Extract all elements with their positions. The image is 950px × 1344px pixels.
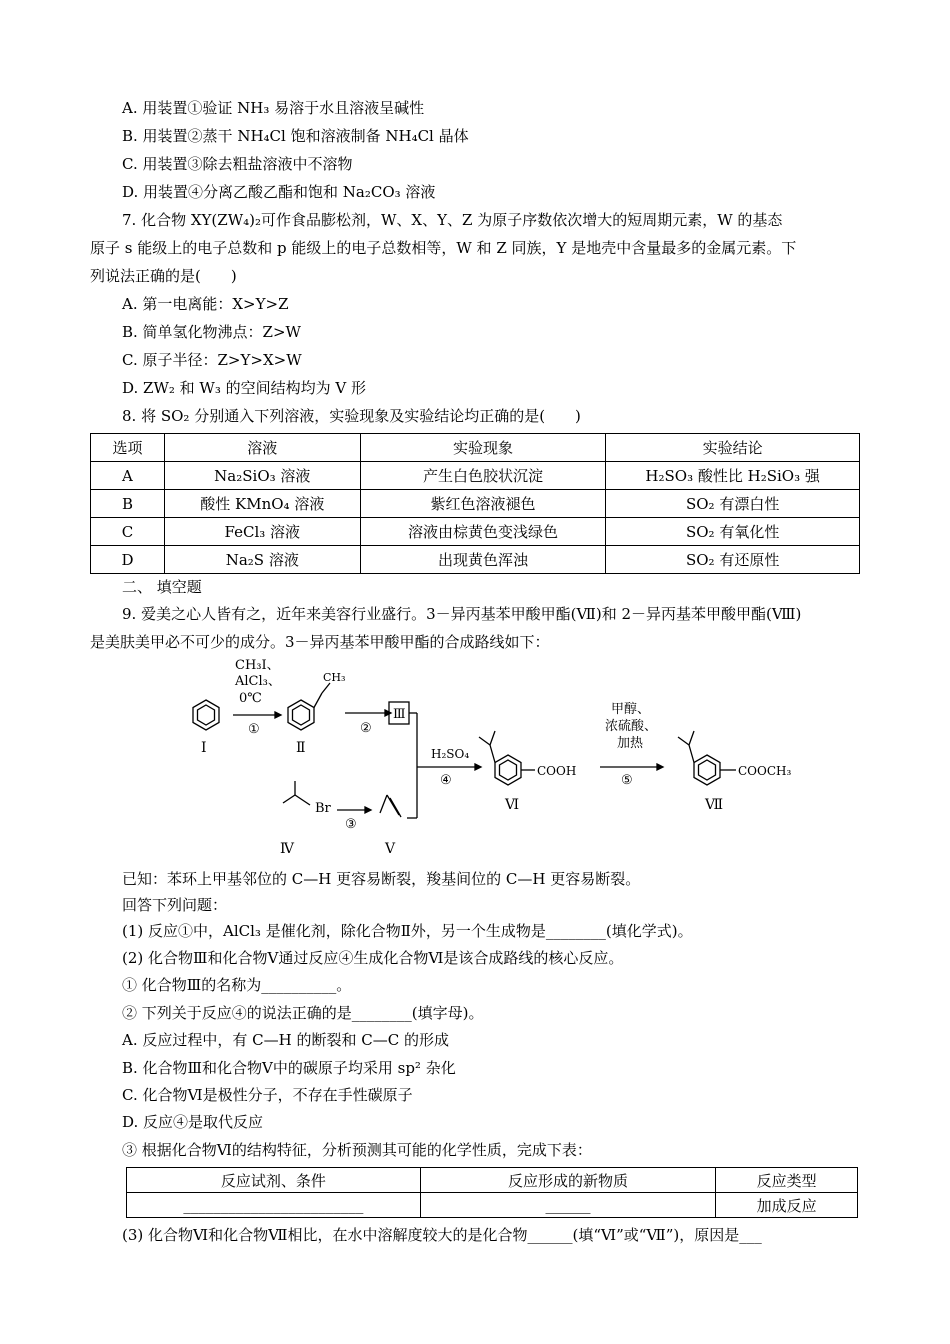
compound-4-label: Ⅳ [280, 841, 294, 857]
table-header-cell: 溶液 [164, 434, 360, 462]
step3-label: ③ [345, 817, 357, 832]
compound-2-label: Ⅱ [296, 740, 306, 756]
table-header-cell: 反应类型 [716, 1168, 858, 1193]
table-cell: D [91, 546, 165, 574]
step1-reagent-2: AlCl₃、 [235, 674, 281, 689]
table-header-cell: 实验现象 [360, 434, 606, 462]
compound-1-label: Ⅰ [201, 740, 207, 756]
bromine-label: Br [315, 801, 331, 816]
step5-reagent-2: 浓硫酸、 [605, 719, 658, 734]
step4-label: ④ [440, 773, 452, 788]
step5-label: ⑤ [621, 773, 633, 788]
compound-6-label: Ⅵ [505, 797, 520, 813]
table-cell: 酸性 KMnO₄ 溶液 [164, 490, 360, 518]
q6-option-b: B. 用装置②蒸干 NH₄Cl 饱和溶液制备 NH₄Cl 晶体 [122, 127, 469, 145]
q9-known: 已知：苯环上甲基邻位的 C—H 更容易断裂，羧基间位的 C—H 更容易断裂。 [122, 870, 641, 888]
cooch3-label: COOCH₃ [738, 764, 792, 778]
table-cell: FeCl₃ 溶液 [164, 518, 360, 546]
table-header-row [127, 1168, 858, 1193]
methyl-label: CH₃ [323, 671, 346, 684]
compound-7-label: Ⅶ [705, 797, 724, 813]
q8-table [90, 433, 860, 574]
q7-option-c: C. 原子半径：Z>Y>X>W [122, 351, 302, 369]
step1-label: ① [248, 722, 260, 737]
compound-3-label: Ⅲ [393, 707, 406, 722]
q6-option-d: D. 用装置④分离乙酸乙酯和饱和 Na₂CO₃ 溶液 [122, 183, 436, 201]
table-cell: Na₂SiO₃ 溶液 [164, 462, 360, 490]
table-cell: SO₂ 有漂白性 [606, 490, 860, 518]
section-heading: 二、 填空题 [122, 578, 202, 596]
step1-reagent-3: 0℃ [239, 691, 262, 706]
step5-reagent-1: 甲醇、 [611, 702, 651, 717]
q9-part2-1: ① 化合物Ⅲ的名称为__________。 [122, 976, 352, 994]
table-row [91, 518, 860, 546]
benzene-ring-compound-2 [288, 683, 330, 730]
table-cell: H₂SO₃ 酸性比 H₂SiO₃ 强 [606, 462, 860, 490]
step1-reagent-1: CH₃I、 [235, 658, 280, 673]
table-cell: SO₂ 有还原性 [606, 546, 860, 574]
table-header-row [91, 434, 860, 462]
q9-option-c: C. 化合物Ⅵ是极性分子，不存在手性碳原子 [122, 1086, 413, 1104]
benzene-ring-compound-1 [193, 700, 219, 730]
table-cell: B [91, 490, 165, 518]
q7-stem-line1: 7. 化合物 XY(ZW₄)₂可作食品膨松剂，W、X、Y、Z 为原子序数依次增大的短周期元素，W 的基态 [122, 211, 783, 229]
q9-part2-3: ③ 根据化合物Ⅵ的结构特征，分析预测其可能的化学性质，完成下表： [122, 1141, 592, 1159]
table-row [127, 1193, 858, 1218]
table-cell: C [91, 518, 165, 546]
synthesis-scheme [175, 655, 815, 860]
table-cell: A [91, 462, 165, 490]
q9-stem-line1: 9. 爱美之心人皆有之，近年来美容行业盛行。3－异丙基苯甲酸甲酯(Ⅶ)和 2－异丙基苯甲酸甲酯(Ⅷ) [122, 605, 802, 623]
q9-part2: (2) 化合物Ⅲ和化合物Ⅴ通过反应④生成化合物Ⅵ是该合成路线的核心反应。 [122, 949, 624, 967]
compound-6-structure [479, 731, 535, 785]
table-cell: 紫红色溶液褪色 [360, 490, 606, 518]
table-cell: 产生白色胶状沉淀 [360, 462, 606, 490]
q9-part1: (1) 反应①中，AlCl₃ 是催化剂，除化合物Ⅱ外，另一个生成物是________(填化学式)。 [122, 922, 693, 940]
table-cell: Na₂S 溶液 [164, 546, 360, 574]
q7-stem-line2: 原子 s 能级上的电子总数和 p 能级上的电子总数相等，W 和 Z 同族，Y 是地壳中含量最多的金属元素。下 [90, 239, 797, 257]
step2-label: ② [360, 721, 372, 736]
table-row [91, 490, 860, 518]
h2so4-reagent: H₂SO₄ [431, 747, 470, 761]
table-header-cell: 反应试剂、条件 [127, 1168, 421, 1193]
q6-option-a: A. 用装置①验证 NH₃ 易溶于水且溶液呈碱性 [122, 99, 425, 117]
table-header-cell: 反应形成的新物质 [420, 1168, 715, 1193]
answer-blank-product: ______ [420, 1193, 715, 1218]
q7-option-d: D. ZW₂ 和 W₃ 的空间结构均为 V 形 [122, 379, 366, 397]
compound-4-structure [283, 781, 310, 805]
table-header-cell: 实验结论 [606, 434, 860, 462]
q7-stem-line3: 列说法正确的是( ) [90, 267, 237, 285]
q9-part2-2: ② 下列关于反应④的说法正确的是________(填字母)。 [122, 1004, 484, 1022]
table-cell: 加成反应 [716, 1193, 858, 1218]
q9-option-a: A. 反应过程中，有 C—H 的断裂和 C—C 的形成 [122, 1031, 449, 1049]
q9-option-d: D. 反应④是取代反应 [122, 1113, 264, 1131]
q9-option-b: B. 化合物Ⅲ和化合物Ⅴ中的碳原子均采用 sp² 杂化 [122, 1059, 456, 1077]
q9-answer-intro: 回答下列问题： [122, 896, 228, 914]
q6-option-c: C. 用装置③除去粗盐溶液中不溶物 [122, 155, 353, 173]
q7-option-a: A. 第一电离能：X>Y>Z [122, 295, 289, 313]
table-row [91, 462, 860, 490]
table-header-cell: 选项 [91, 434, 165, 462]
q7-option-b: B. 简单氢化物沸点：Z>W [122, 323, 301, 341]
table-row [91, 546, 860, 574]
step5-reagent-3: 加热 [617, 736, 644, 751]
q8-stem: 8. 将 SO₂ 分别通入下列溶液，实验现象及实验结论均正确的是( ) [122, 407, 581, 425]
answer-blank-reagent: ________________________ [127, 1193, 421, 1218]
compound-7-structure [678, 731, 736, 785]
q9-reaction-table [126, 1167, 858, 1218]
table-cell: SO₂ 有氧化性 [606, 518, 860, 546]
table-cell: 出现黄色浑浊 [360, 546, 606, 574]
compound-5-structure [380, 795, 401, 817]
q9-stem-line2: 是美肤美甲必不可少的成分。3－异丙基苯甲酸甲酯的合成路线如下： [90, 633, 550, 651]
compound-5-label: Ⅴ [385, 841, 396, 857]
table-cell: 溶液由棕黄色变浅绿色 [360, 518, 606, 546]
cooh-label: COOH [537, 764, 577, 778]
q9-part3: (3) 化合物Ⅵ和化合物Ⅶ相比，在水中溶解度较大的是化合物______(填“Ⅵ”或“Ⅶ”)，原因是___ [122, 1226, 762, 1244]
